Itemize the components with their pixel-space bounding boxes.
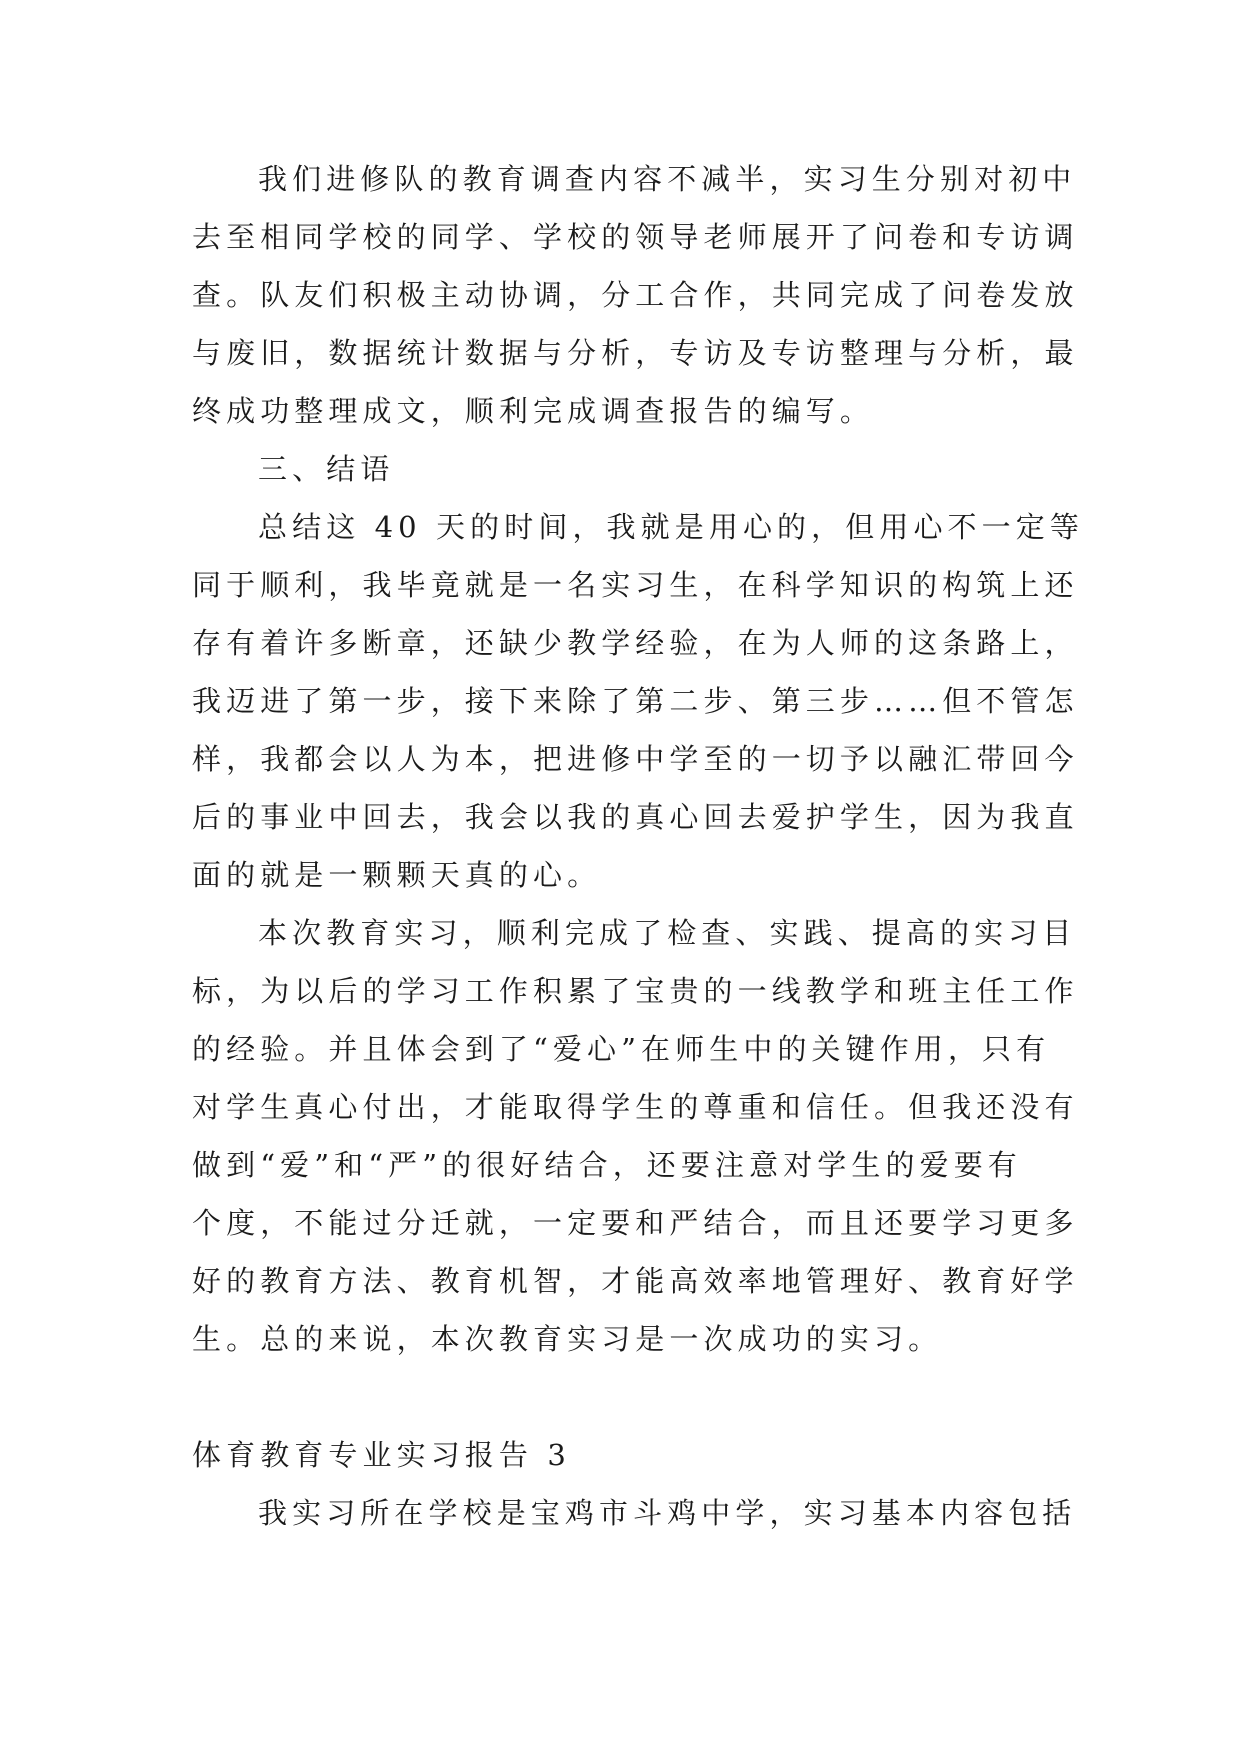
paragraph-line: 面的就是一颗颗天真的心。 [192,858,602,892]
paragraph-line: 我们进修队的教育调查内容不减半，实习生分别对初中 [258,162,1077,196]
subheading: 三、结语 [258,452,395,486]
paragraph-line: 标，为以后的学习工作积累了宝贵的一线教学和班主任工作 [192,974,1079,1008]
paragraph-line: 后的事业中回去，我会以我的真心回去爱护学生，因为我直 [192,800,1079,834]
paragraph-line: 存有着许多断章，还缺少教学经验，在为人师的这条路上， [192,626,1079,660]
paragraph-line: 本次教育实习，顺利完成了检查、实践、提高的实习目 [258,916,1077,950]
paragraph-line: 我迈进了第一步，接下来除了第二步、第三步……但不管怎 [192,684,1079,718]
paragraph-line: 的经验。并且体会到了“爱心”在师生中的关键作用，只有 [192,1032,1051,1066]
paragraph-line: 好的教育方法、教育机智，才能高效率地管理好、教育好学 [192,1264,1079,1298]
paragraph-line: 做到“爱”和“严”的很好结合，还要注意对学生的爱要有 [192,1148,1022,1182]
section-heading: 体育教育专业实习报告 3 [192,1438,571,1472]
paragraph-line: 生。总的来说，本次教育实习是一次成功的实习。 [192,1322,943,1356]
paragraph-line: 个度，不能过分迁就，一定要和严结合，而且还要学习更多 [192,1206,1079,1240]
paragraph-line: 查。队友们积极主动协调，分工合作，共同完成了问卷发放 [192,278,1079,312]
paragraph-line: 去至相同学校的同学、学校的领导老师展开了问卷和专访调 [192,220,1079,254]
paragraph-line: 样，我都会以人为本，把进修中学至的一切予以融汇带回今 [192,742,1079,776]
paragraph-line: 终成功整理成文，顺利完成调查报告的编写。 [192,394,875,428]
paragraph-line: 对学生真心付出，才能取得学生的尊重和信任。但我还没有 [192,1090,1079,1124]
paragraph-line: 我实习所在学校是宝鸡市斗鸡中学，实习基本内容包括 [258,1496,1077,1530]
paragraph-line: 同于顺利，我毕竟就是一名实习生，在科学知识的构筑上还 [192,568,1079,602]
paragraph-line: 总结这 40 天的时间，我就是用心的，但用心不一定等 [258,510,1084,544]
paragraph-line: 与废旧，数据统计数据与分析，专访及专访整理与分析，最 [192,336,1079,370]
